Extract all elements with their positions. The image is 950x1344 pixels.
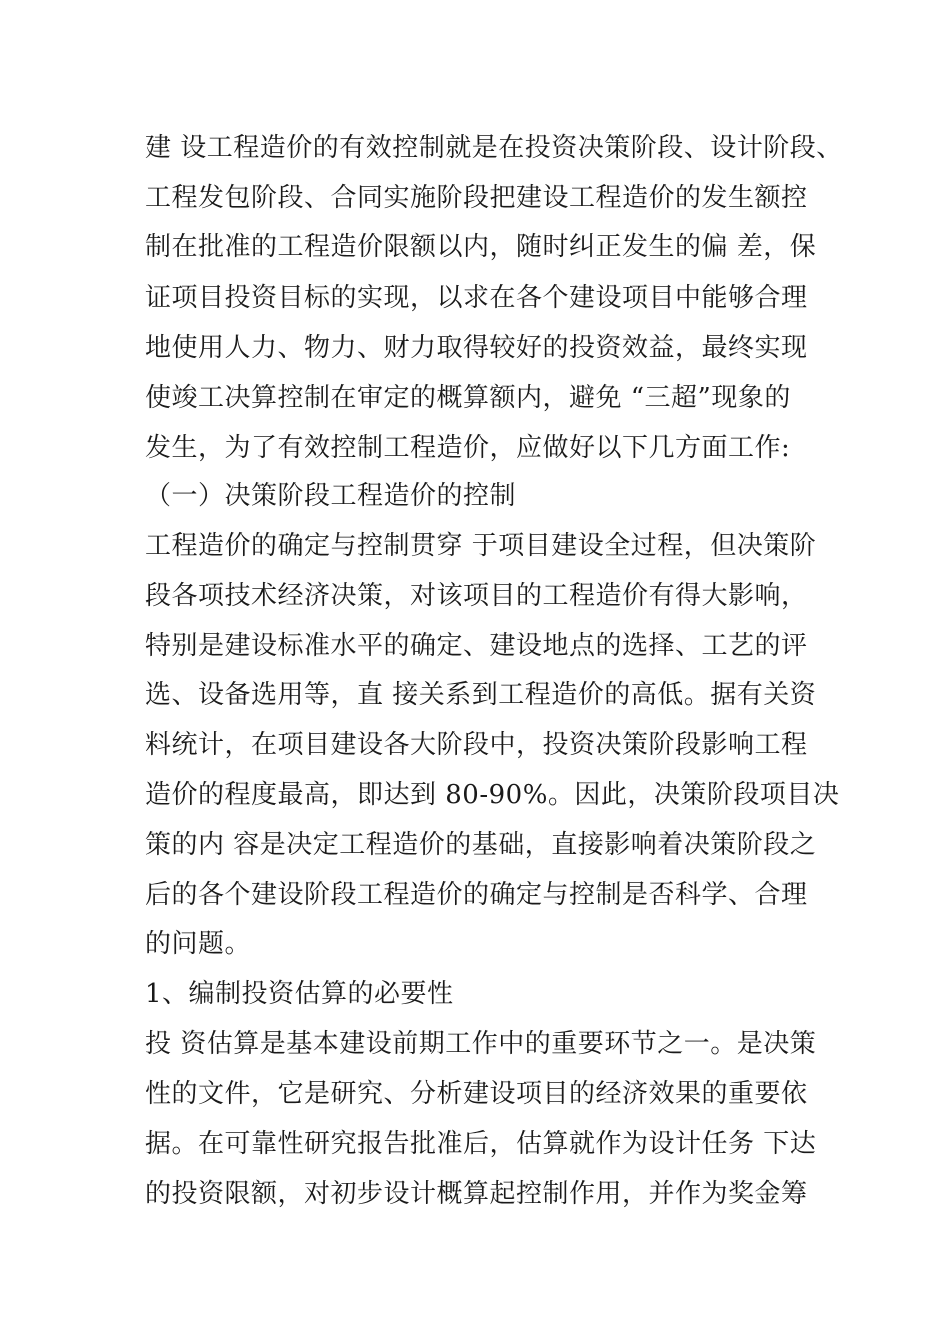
text-line: 策的内 容是决定工程造价的基础，直接影响着决策阶段之 <box>145 830 817 860</box>
text-line: 造价的程度最高，即达到 80-90%。因此，决策阶段项目决 <box>145 780 840 810</box>
text-line: 性的文件，它是研究、分析建设项目的经济效果的重要依 <box>145 1079 808 1109</box>
text-line: 选、设备选用等，直 接关系到工程造价的高低。据有关资 <box>145 680 817 710</box>
text-line: 料统计，在项目建设各大阶段中，投资决策阶段影响工程 <box>145 730 808 760</box>
text-line: 据。在可靠性研究报告批准后，估算就作为设计任务 下达 <box>145 1129 817 1159</box>
text-line: 后的各个建设阶段工程造价的确定与控制是否科学、合理 <box>145 880 808 910</box>
text-line: 发生，为了有效控制工程造价，应做好以下几方面工作: <box>145 433 791 463</box>
text-line: 使竣工决算控制在审定的概算额内，避免 “三超”现象的 <box>145 383 791 413</box>
text-line: 证项目投资目标的实现，以求在各个建设项目中能够合理 <box>145 283 808 313</box>
text-line: 制在批准的工程造价限额以内，随时纠正发生的偏 差，保 <box>145 232 817 262</box>
text-line: 工程发包阶段、合同实施阶段把建设工程造价的发生额控 <box>145 183 808 213</box>
subsection-heading: 1、编制投资估算的必要性 <box>145 979 454 1009</box>
text-line: 的投资限额，对初步设计概算起控制作用，并作为奖金筹 <box>145 1179 808 1209</box>
text-line: 投 资估算是基本建设前期工作中的重要环节之一。是决策 <box>145 1029 817 1059</box>
section-heading: （一）决策阶段工程造价的控制 <box>145 481 517 511</box>
text-line: 的问题。 <box>145 929 252 959</box>
text-line: 建 设工程造价的有效控制就是在投资决策阶段、设计阶段、 <box>145 133 843 163</box>
text-line: 工程造价的确定与控制贯穿 于项目建设全过程，但决策阶 <box>145 531 817 561</box>
text-line: 段各项技术经济决策，对该项目的工程造价有得大影响， <box>145 581 808 611</box>
text-line: 地使用人力、物力、财力取得较好的投资效益，最终实现 <box>145 333 808 363</box>
text-line: 特别是建设标准水平的确定、建设地点的选择、工艺的评 <box>145 631 808 661</box>
